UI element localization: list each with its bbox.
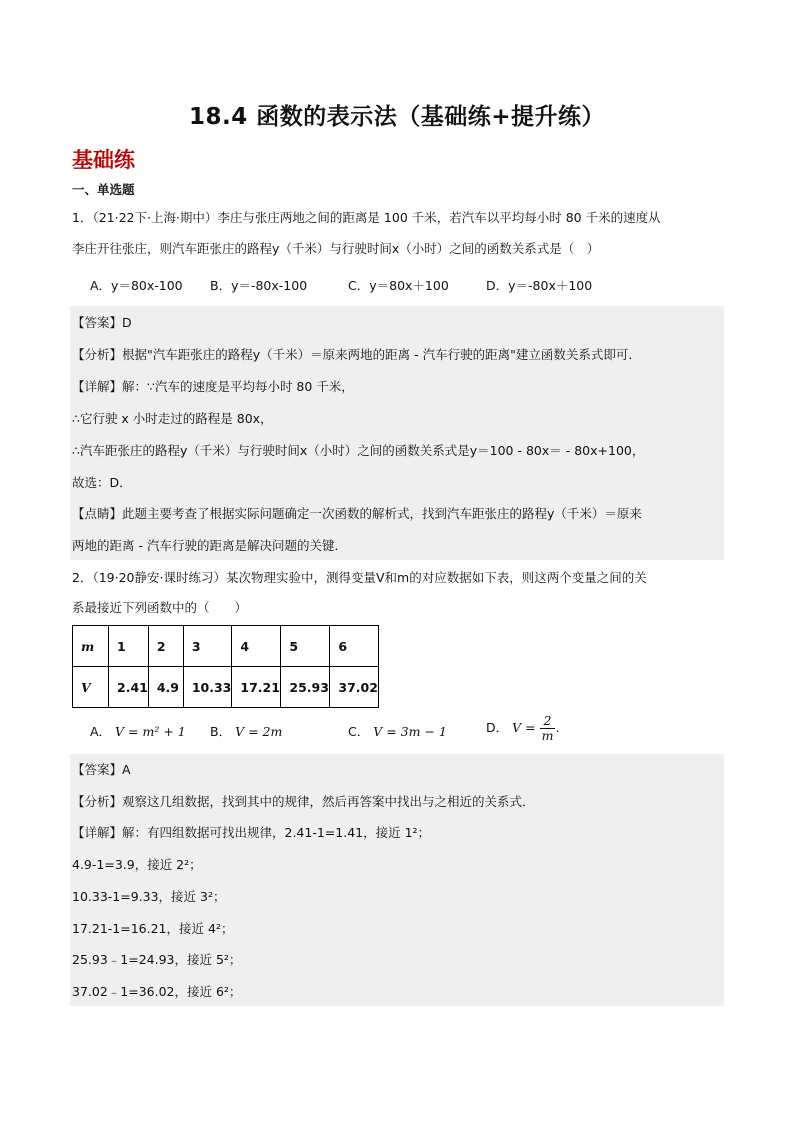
table-cell: V <box>73 667 109 708</box>
q2-detail-5: 25.93﹣1=24.93，接近 5²； <box>72 952 242 967</box>
q1-option-d: D．y＝-80x＋100 <box>486 278 593 293</box>
q2-option-a-expr: V = m² + 1 <box>115 724 186 739</box>
q2-detail-3: 10.33-1=9.33，接近 3²； <box>72 889 226 904</box>
fraction-numerator: 2 <box>540 714 556 729</box>
q2-option-d <box>486 714 559 743</box>
q1-option-c: C．y＝80x＋100 <box>348 278 449 293</box>
table-cell: 10.33 <box>183 667 232 708</box>
table-cell: 2.41 <box>109 667 149 708</box>
subsection-title: 一、单选题 <box>72 182 135 197</box>
q2-detail-2: 4.9-1=3.9，接近 2²； <box>72 857 202 872</box>
q2-option-c-expr: V = 3m − 1 <box>373 724 447 739</box>
q2-option-b-label: B． <box>210 724 232 739</box>
table-cell: 2 <box>148 626 183 667</box>
q1-comment-1: 【点睛】此题主要考查了根据实际问题确定一次函数的解析式，找到汽车距张庄的路程y（千米）＝原来 <box>72 506 642 521</box>
q1-detail-4: 故选：D． <box>72 475 132 490</box>
q2-stem-line1: 2．（19·20静安·课时练习）某次物理实验中，测得变量V和m的对应数据如下表，则这两个变量之间的关 <box>72 570 647 585</box>
table-cell: 17.21 <box>232 667 281 708</box>
table-cell: 6 <box>330 626 379 667</box>
q2-option-c-label: C． <box>348 724 370 739</box>
q2-stem-line2: 系最接近下列函数中的（ ） <box>72 600 248 615</box>
table-cell: 4 <box>232 626 281 667</box>
table-cell: 3 <box>183 626 232 667</box>
table-cell: 25.93 <box>281 667 330 708</box>
q1-answer: 【答案】D <box>72 315 132 330</box>
q1-comment-2: 两地的距离 - 汽车行驶的距离是解决问题的关键． <box>72 538 347 553</box>
q2-option-b-expr: V = 2m <box>235 724 283 739</box>
q2-analysis: 【分析】观察这几组数据，找到其中的规律，然后再答案中找出与之相近的关系式． <box>72 794 535 809</box>
q2-option-a <box>90 722 186 742</box>
q1-detail-3: ∴汽车距张庄的路程y（千米）与行驶时间x（小时）之间的函数关系式是y＝100 - 80x＝ - 80x+100， <box>72 443 645 458</box>
table-cell: 4.9 <box>148 667 183 708</box>
table-cell: 1 <box>109 626 149 667</box>
q2-option-d-lhs: V = <box>512 720 536 735</box>
table-cell: 37.02 <box>330 667 379 708</box>
data-table <box>72 625 379 708</box>
q2-detail-1: 【详解】解：有四组数据可找出规律，2.41-1=1.41，接近 1²； <box>72 825 431 840</box>
q1-option-b: B．y＝-80x-100 <box>210 278 308 293</box>
q2-option-a-label: A． <box>90 724 112 739</box>
fraction <box>540 714 556 743</box>
page-title: 18.4 函数的表示法（基础练+提升练） <box>188 104 606 130</box>
q1-detail-2: ∴它行驶 x 小时走过的路程是 80x， <box>72 411 273 426</box>
table-row <box>73 626 379 667</box>
table-row <box>73 667 379 708</box>
q1-analysis: 【分析】根据"汽车距张庄的路程y（千米）＝原来两地的距离 - 汽车行驶的距离"建立函数关系式即可． <box>72 347 641 362</box>
q1-stem-line2: 李庄开往张庄，则汽车距张庄的路程y（千米）与行驶时间x（小时）之间的函数关系式是（ ） <box>72 241 600 256</box>
table-cell: 5 <box>281 626 330 667</box>
q2-detail-4: 17.21-1=16.21，接近 4²； <box>72 921 234 936</box>
q2-option-b <box>210 722 282 742</box>
fraction-denominator: m <box>541 728 554 743</box>
q2-option-d-end: . <box>555 720 560 735</box>
q1-detail-1: 【详解】解：∵汽车的速度是平均每小时 80 千米， <box>72 379 354 394</box>
q1-option-a: A．y＝80x-100 <box>90 278 183 293</box>
q2-answer: 【答案】A <box>72 762 131 777</box>
q2-option-c <box>348 722 447 742</box>
q2-option-d-label: D． <box>486 720 509 735</box>
q2-detail-6: 37.02﹣1=36.02，接近 6²； <box>72 984 242 999</box>
section-title: 基础练 <box>72 148 135 172</box>
q1-stem-line1: 1．（21·22下·上海·期中）李庄与张庄两地之间的距离是 100 千米，若汽车以平均每小时 80 千米的速度从 <box>72 210 661 225</box>
table-cell: m <box>73 626 109 667</box>
